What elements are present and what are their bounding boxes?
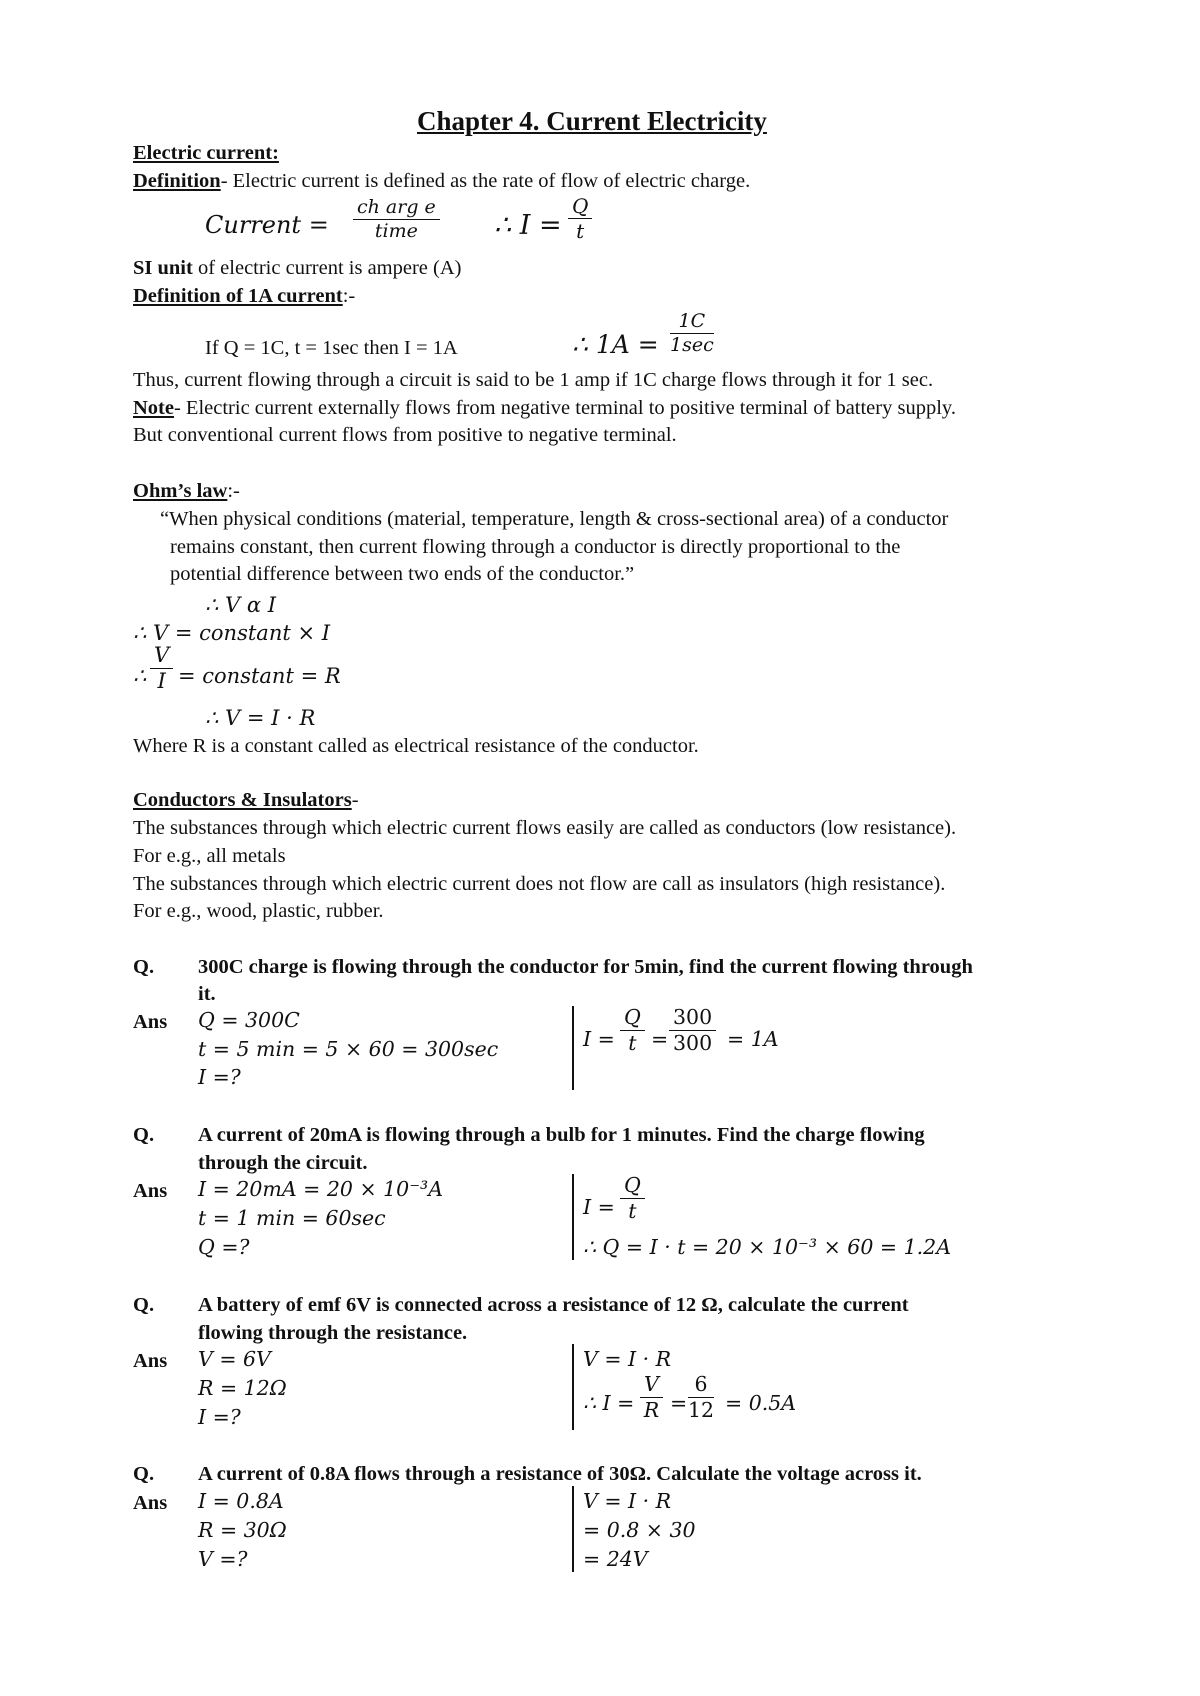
solution-divider	[572, 1344, 574, 1430]
conventional-current-line: But conventional current flows from positive to negative terminal.	[133, 424, 677, 446]
given-line-2: t = 5 min = 5 × 60 = 300sec	[198, 1037, 499, 1061]
ohms-law-heading	[133, 480, 240, 504]
ohms-law-suffix: :-	[227, 480, 240, 502]
solution-fraction-1	[620, 1006, 645, 1054]
question-label: Q.	[133, 956, 155, 978]
ohms-eq-ratio-prefix: ∴	[133, 664, 147, 688]
page-title: Chapter 4. Current Electricity	[417, 106, 767, 136]
fraction-denominator: 300	[673, 1030, 713, 1055]
question-label: Q.	[133, 1463, 155, 1485]
section-heading-electric-current: Electric current:	[133, 142, 279, 164]
fraction-numerator: V	[644, 1372, 659, 1396]
solution-divider	[572, 1486, 574, 1572]
given-line-2: R = 30Ω	[198, 1518, 287, 1542]
formula-i-lhs: ∴ I =	[494, 210, 562, 241]
given-line-1: Q = 300C	[198, 1008, 300, 1032]
answer-label: Ans	[133, 1492, 168, 1514]
answer-label: Ans	[133, 1180, 168, 1202]
ohms-law-quote-line-1: “When physical conditions (material, temperature, length & cross-sectional area) of a conductor	[160, 508, 949, 530]
solution-line-2: ∴ Q = I · t = 20 × 10⁻³ × 60 = 1.2A	[583, 1235, 951, 1259]
fraction-denominator: t	[628, 1030, 637, 1055]
question-text-line-2: it.	[198, 983, 216, 1005]
formula-i-fraction	[568, 195, 592, 242]
ohms-eq-v-equals-ir: ∴ V = I · R	[205, 706, 316, 730]
conductors-line-1: The substances through which electric current flows easily are called as conductors (low resistance).	[133, 817, 957, 839]
given-line-3: Q =?	[198, 1235, 250, 1259]
solution-lhs: I =	[583, 1195, 615, 1219]
solution-lhs: ∴ I =	[583, 1391, 635, 1415]
conductors-suffix: -	[351, 789, 359, 811]
one-amp-lhs: ∴ 1A =	[572, 330, 659, 359]
definition-line	[133, 170, 750, 194]
si-unit-text: of electric current is ampere (A)	[192, 257, 462, 279]
given-line-1: I = 20mA = 20 × 10⁻³A	[198, 1177, 444, 1201]
solution-fraction-2	[669, 1006, 716, 1054]
ohms-eq-ratio-fraction	[150, 644, 173, 693]
si-unit-label: SI unit	[133, 257, 193, 279]
fraction-numerator: Q	[624, 1005, 641, 1029]
solution-divider	[572, 1006, 574, 1090]
fraction-numerator: V	[154, 643, 170, 667]
fraction-numerator: Q	[624, 1173, 641, 1197]
fraction-numerator: 300	[673, 1005, 713, 1029]
definition-1a-suffix: :-	[342, 285, 356, 307]
given-line-2: t = 1 min = 60sec	[198, 1206, 386, 1230]
conductors-line-4: For e.g., wood, plastic, rubber.	[133, 900, 384, 922]
ohms-law-quote-line-2: remains constant, then current flowing through a conductor is directly proportional to the	[170, 536, 901, 558]
ohms-law-quote-line-3: potential difference between two ends of the conductor.”	[170, 563, 635, 585]
conductors-line-3: The substances through which electric current does not flow are call as insulators (high resistance).	[133, 873, 946, 895]
ohms-eq-ratio-rest: = constant = R	[178, 664, 341, 688]
solution-equals: =	[651, 1027, 669, 1051]
solution-result: = 0.5A	[725, 1391, 797, 1415]
solution-fraction-2	[688, 1373, 714, 1421]
fraction-numerator: Q	[572, 194, 589, 218]
solution-fraction-1	[640, 1373, 663, 1421]
fraction-denominator: t	[576, 219, 585, 243]
given-line-3: V =?	[198, 1547, 248, 1571]
question-text-line-1: A current of 0.8A flows through a resistance of 30Ω. Calculate the voltage across it.	[198, 1463, 922, 1485]
given-line-2: R = 12Ω	[198, 1376, 287, 1400]
answer-label: Ans	[133, 1011, 168, 1033]
fraction-denominator: R	[643, 1397, 660, 1422]
fraction-numerator: 1C	[678, 310, 706, 332]
si-unit-line	[133, 257, 461, 281]
given-line-1: V = 6V	[198, 1347, 271, 1371]
solution-fraction-1	[620, 1174, 645, 1222]
conductors-line-2: For e.g., all metals	[133, 845, 286, 867]
one-amp-fraction	[670, 311, 714, 356]
solution-line-2: = 0.8 × 30	[583, 1518, 696, 1542]
formula-current-fraction	[353, 197, 440, 242]
definition-1a-heading	[133, 285, 355, 309]
given-line-1: I = 0.8A	[198, 1489, 284, 1513]
solution-line-1: V = I · R	[583, 1489, 672, 1513]
fraction-denominator: t	[628, 1198, 637, 1223]
fraction-denominator: I	[157, 669, 166, 694]
ohms-eq-proportional: ∴ V α I	[205, 593, 277, 617]
given-line-3: I =?	[198, 1065, 241, 1089]
if-q-line: If Q = 1C, t = 1sec then I = 1A	[205, 337, 458, 359]
question-text-line-1: 300C charge is flowing through the conductor for 5min, find the current flowing through	[198, 956, 973, 978]
fraction-numerator: 6	[694, 1372, 708, 1396]
fraction-denominator: time	[374, 219, 418, 242]
question-label: Q.	[133, 1294, 155, 1316]
fraction-denominator: 12	[688, 1397, 715, 1422]
definition-label: Definition	[133, 170, 221, 192]
definition-text: - Electric current is defined as the rate of flow of electric charge.	[220, 170, 751, 192]
fraction-numerator: ch arg e	[357, 196, 436, 218]
solution-equals: =	[670, 1391, 688, 1415]
note-label: Note	[133, 397, 174, 419]
solution-divider	[572, 1174, 574, 1260]
solution-lhs: I =	[583, 1027, 615, 1051]
ohms-law-label: Ohm’s law	[133, 480, 228, 502]
conductors-label: Conductors & Insulators	[133, 789, 352, 811]
fraction-denominator: 1sec	[670, 333, 714, 356]
note-line	[133, 397, 956, 421]
where-r-line: Where R is a constant called as electrical resistance of the conductor.	[133, 735, 699, 757]
question-text-line-2: through the circuit.	[198, 1152, 368, 1174]
conductors-heading	[133, 789, 359, 813]
answer-label: Ans	[133, 1350, 168, 1372]
thus-line: Thus, current flowing through a circuit is said to be 1 amp if 1C charge flows through it for 1 sec.	[133, 369, 934, 391]
question-text-line-2: flowing through the resistance.	[198, 1322, 468, 1344]
formula-current-lhs: Current =	[205, 211, 329, 239]
note-text: - Electric current externally flows from negative terminal to positive terminal of battery supply.	[173, 397, 956, 419]
solution-line-3: = 24V	[583, 1547, 648, 1571]
question-text-line-1: A battery of emf 6V is connected across a resistance of 12 Ω, calculate the current	[198, 1294, 909, 1316]
ohms-eq-constant-times-i: ∴ V = constant × I	[133, 621, 331, 645]
definition-1a-label: Definition of 1A current	[133, 285, 343, 307]
question-label: Q.	[133, 1124, 155, 1146]
solution-result: = 1A	[727, 1027, 779, 1051]
given-line-3: I =?	[198, 1405, 241, 1429]
question-text-line-1: A current of 20mA is flowing through a bulb for 1 minutes. Find the charge flowing	[198, 1124, 925, 1146]
solution-line-1: V = I · R	[583, 1347, 672, 1371]
